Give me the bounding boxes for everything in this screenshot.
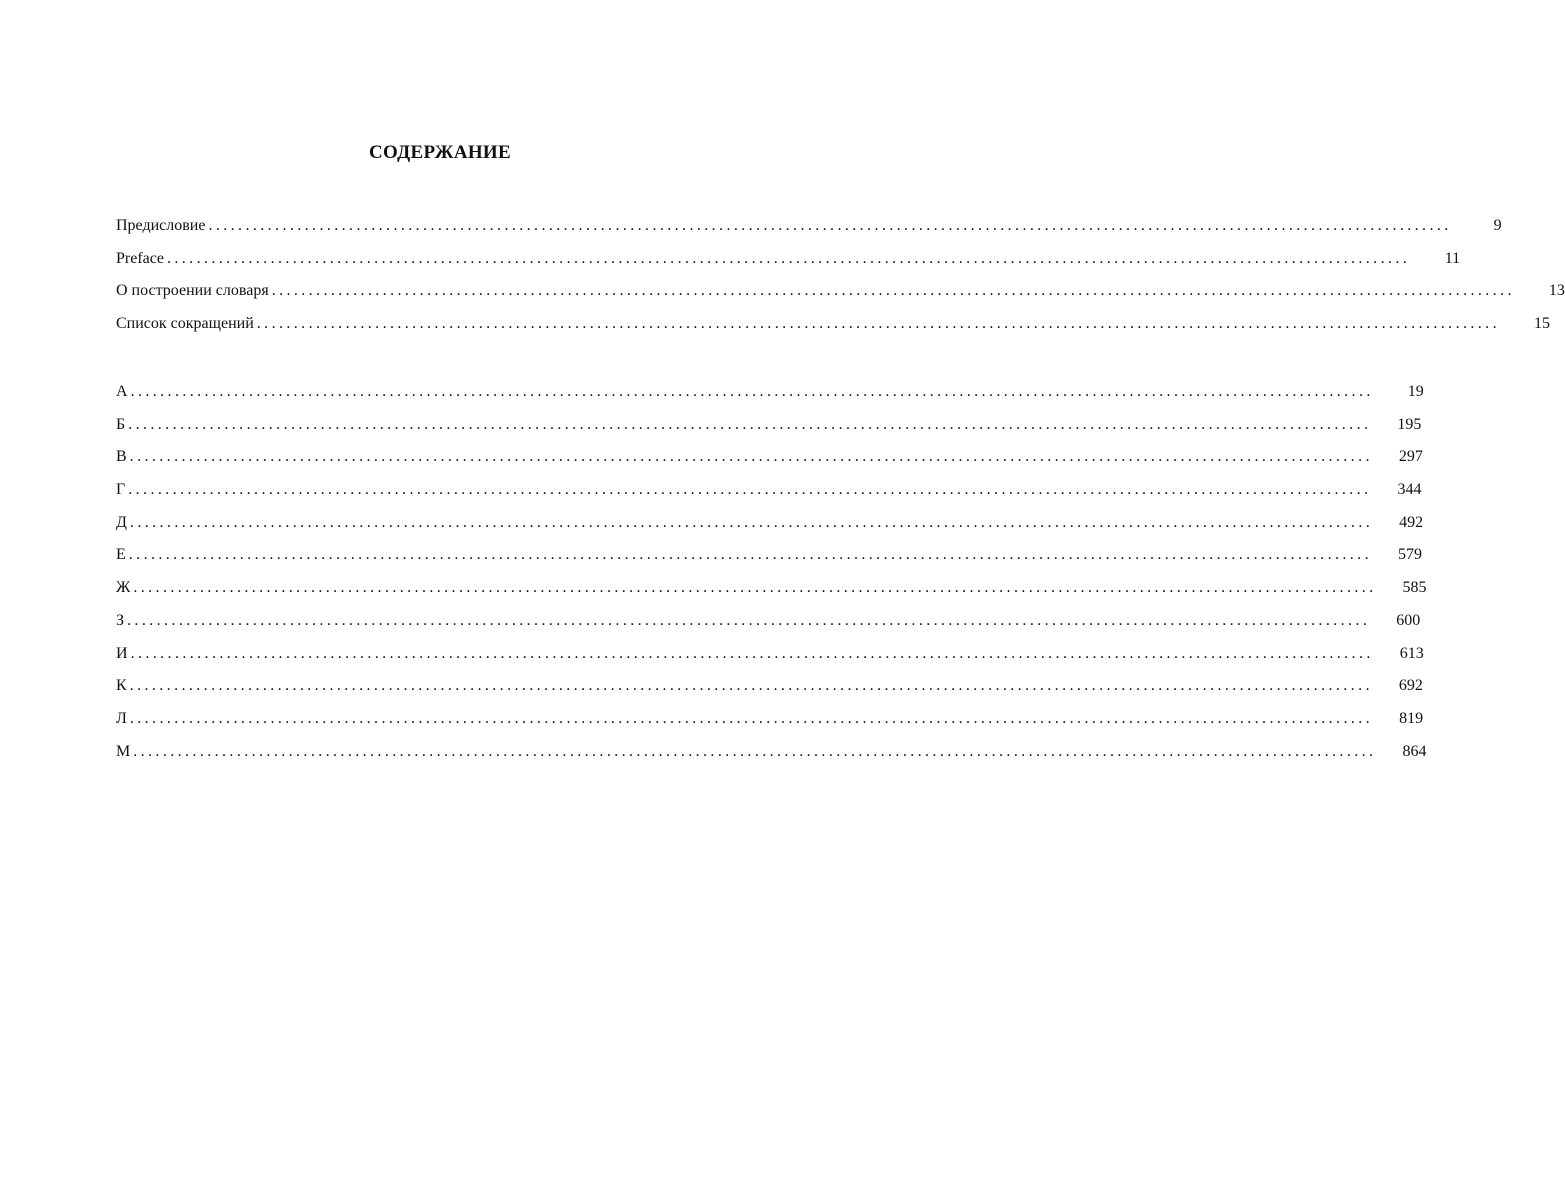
toc-dot-leader: ........................................................................................................................................................................: [208, 217, 1452, 234]
toc-entry-letter[interactable]: [116, 478, 1422, 511]
toc-page-number: 195: [1397, 415, 1422, 433]
toc-page-number: 613: [1399, 644, 1424, 662]
toc-dot-leader: ........................................................................................................................................................................: [130, 383, 1374, 400]
toc-entry-label: О построении словаря: [116, 282, 269, 300]
toc-dot-leader: ........................................................................................................................................................................: [128, 546, 1372, 564]
toc-entry-label: Д: [116, 513, 127, 531]
toc-entry-label: А: [116, 383, 128, 400]
toc-entry-letter[interactable]: [116, 413, 1422, 446]
toc-entry-letter[interactable]: [116, 642, 1424, 675]
toc-entry-dictionary-structure[interactable]: [116, 279, 1565, 312]
toc-page-number: 600: [1396, 611, 1421, 629]
toc-page-number: 585: [1402, 579, 1427, 597]
toc-entry-label: Л: [116, 709, 127, 727]
toc-entry-letter[interactable]: [116, 380, 1424, 413]
toc-dot-leader: ........................................................................................................................................................................: [127, 611, 1371, 629]
toc-page-number: 492: [1399, 513, 1424, 531]
toc-entry-letter[interactable]: [116, 609, 1421, 642]
toc-page-number: 19: [1407, 383, 1424, 400]
toc-entry-label: В: [116, 448, 127, 466]
toc-entry-label: Предисловие: [116, 217, 206, 234]
toc-entry-letter[interactable]: [116, 740, 1427, 773]
toc-dot-leader: ........................................................................................................................................................................: [129, 448, 1373, 466]
toc-entry-letter[interactable]: [116, 543, 1422, 576]
toc-page-number: 9: [1493, 217, 1502, 234]
toc-dot-leader: ........................................................................................................................................................................: [129, 513, 1374, 531]
toc-letter-sections: [116, 380, 1427, 772]
toc-entry-label: И: [116, 644, 128, 662]
toc-entry-preface-ru[interactable]: [116, 214, 1502, 247]
toc-entry-label: Preface: [116, 249, 164, 267]
toc-dot-leader: ........................................................................................................................................................................: [271, 282, 1515, 300]
toc-dot-leader: ........................................................................................................................................................................: [130, 644, 1374, 662]
toc-dot-leader: ........................................................................................................................................................................: [166, 249, 1411, 267]
toc-dot-leader: ........................................................................................................................................................................: [128, 415, 1372, 433]
toc-entry-label: Ж: [116, 579, 131, 597]
toc-dot-leader: ........................................................................................................................................................................: [129, 709, 1374, 727]
toc-dot-leader: ........................................................................................................................................................................: [129, 677, 1373, 695]
toc-entry-letter[interactable]: [116, 674, 1423, 707]
toc-entry-label: Б: [116, 415, 126, 433]
toc-entry-abbreviations[interactable]: [116, 312, 1550, 345]
toc-entry-letter[interactable]: [116, 576, 1427, 609]
toc-page-number: 692: [1398, 677, 1423, 695]
toc-entry-label: Список сокращений: [116, 315, 254, 333]
toc-page-number: 297: [1398, 448, 1423, 466]
toc-page-number: 864: [1402, 742, 1427, 760]
toc-entry-label: Г: [116, 481, 126, 499]
toc-page-number: 15: [1533, 315, 1550, 333]
toc-page-number: 344: [1397, 481, 1422, 499]
toc-page-number: 13: [1548, 282, 1565, 300]
page-title: СОДЕРЖАНИЕ: [369, 142, 511, 163]
toc-entry-letter[interactable]: [116, 707, 1424, 740]
toc-dot-leader: ........................................................................................................................................................................: [256, 315, 1500, 333]
toc-entry-label: К: [116, 677, 127, 695]
toc-page-number: 579: [1397, 546, 1422, 564]
toc-dot-leader: ........................................................................................................................................................................: [128, 481, 1372, 499]
toc-dot-leader: ........................................................................................................................................................................: [133, 579, 1377, 597]
toc-front-matter: [116, 214, 1565, 345]
toc-page-number: 819: [1399, 709, 1424, 727]
toc-entry-label: Е: [116, 546, 126, 564]
toc-entry-label: З: [116, 611, 125, 629]
toc-entry-preface-en[interactable]: [116, 247, 1461, 280]
toc-entry-letter[interactable]: [116, 511, 1424, 544]
toc-dot-leader: ........................................................................................................................................................................: [133, 742, 1377, 760]
toc-page-number: 11: [1444, 249, 1461, 267]
toc-entry-label: М: [116, 742, 131, 760]
toc-entry-letter[interactable]: [116, 445, 1423, 478]
